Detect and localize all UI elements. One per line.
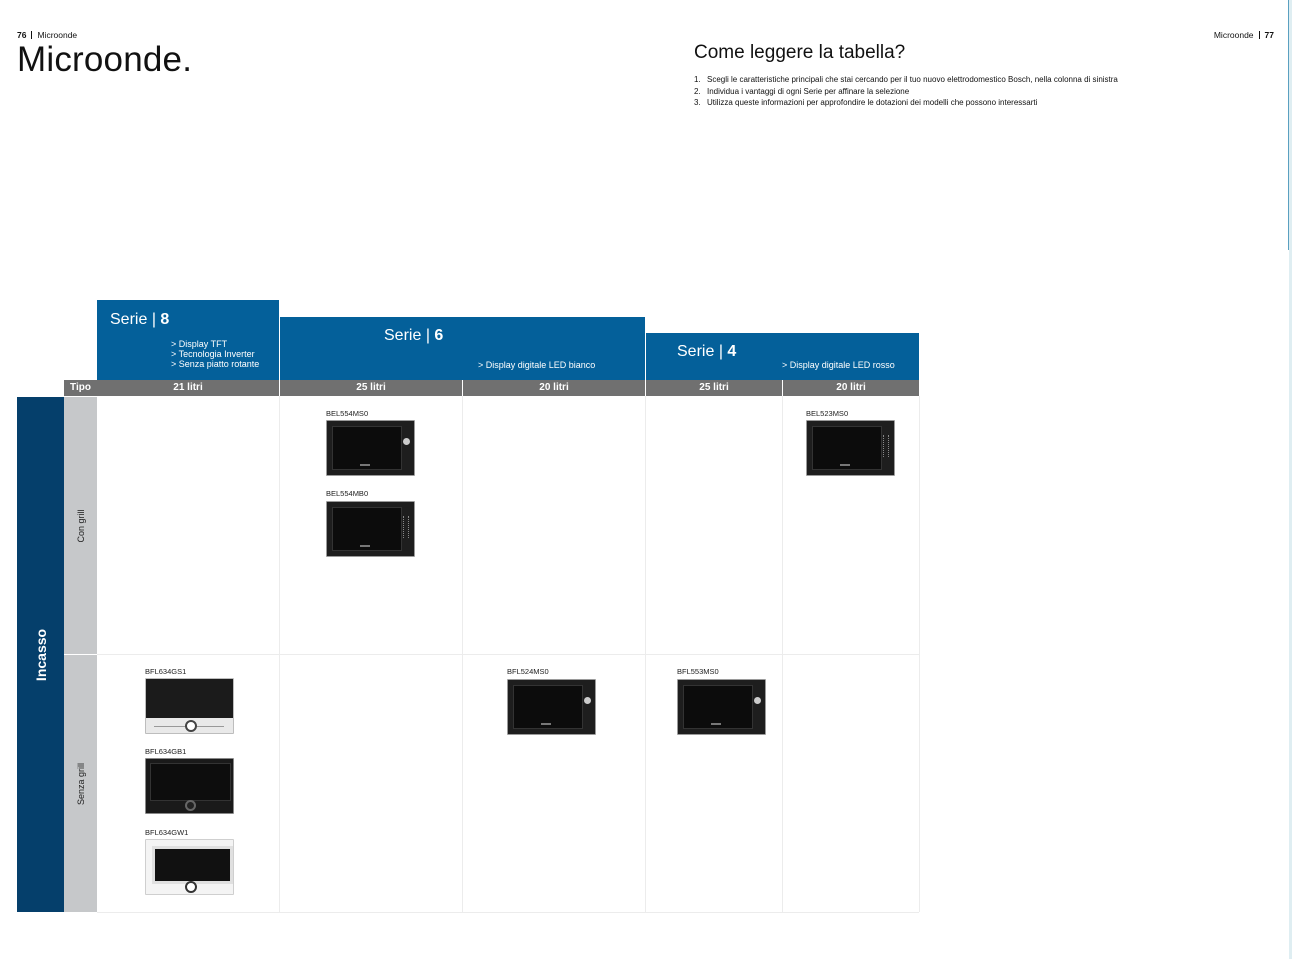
microwave-image <box>677 679 766 735</box>
serie-8-header <box>97 300 279 380</box>
row-label-con-grill: Con grill <box>64 397 97 654</box>
microwave-image <box>145 678 234 734</box>
model-code: BFL634GB1 <box>145 747 187 756</box>
capacity-header: 21 litri <box>97 380 279 396</box>
feature-item: > Display digitale LED rosso <box>782 360 895 370</box>
feature-item: > Display digitale LED bianco <box>478 360 596 370</box>
row-label-senza-grill: Senza grill <box>64 655 97 912</box>
right-page-header <box>1214 30 1274 40</box>
model-code: BFL634GW1 <box>145 828 189 837</box>
row-label-separator <box>64 654 97 655</box>
right-section-name: Microonde <box>1213 30 1254 40</box>
tipo-header: Tipo <box>64 380 97 396</box>
right-page-number: 77 <box>1264 30 1274 40</box>
feature-item: > Tecnologia Inverter <box>171 349 255 359</box>
model-code: BFL634GS1 <box>145 667 187 676</box>
serie-6-features <box>478 360 595 370</box>
capacity-header: 20 litri <box>463 380 645 396</box>
capacity-header: 20 litri <box>783 380 919 396</box>
page-title: Microonde. <box>17 40 193 79</box>
category-incasso: Incasso <box>17 397 64 912</box>
serie-6-header <box>280 317 645 380</box>
left-page-header <box>17 30 77 40</box>
microwave-image <box>145 758 234 814</box>
how-to-read-step: 3. Utilizza queste informazioni per approfondire le dotazioni dei modelli che possono interessarti <box>694 98 1038 107</box>
microwave-image <box>145 839 234 895</box>
how-to-read-step: 1. Scegli le caratteristiche principali che stai cercando per il tuo nuovo elettrodomestico Bosch, nella colonna di sinistra <box>694 75 1118 84</box>
model-code: BEL554MB0 <box>326 489 369 498</box>
how-to-read-steps <box>694 74 1118 109</box>
serie-6-title: Serie | 6 <box>384 327 444 344</box>
microwave-image <box>507 679 596 735</box>
model-code: BFL553MS0 <box>677 667 719 676</box>
header-separator <box>1259 31 1260 39</box>
microwave-image <box>806 420 895 476</box>
model-code: BEL523MS0 <box>806 409 849 418</box>
model-code: BEL554MS0 <box>326 409 369 418</box>
grid-divider <box>919 396 920 912</box>
how-to-read-title: Come leggere la tabella? <box>694 42 906 63</box>
grid-divider <box>97 912 919 913</box>
feature-item: > Display TFT <box>171 339 228 349</box>
microwave-image <box>326 501 415 557</box>
serie-4-header <box>646 333 919 380</box>
left-section-name: Microonde <box>37 30 78 40</box>
page-edge-accent <box>1288 0 1289 250</box>
grid-divider <box>97 654 919 655</box>
serie-8-features <box>171 339 259 369</box>
serie-4-title: Serie | 4 <box>677 343 737 360</box>
capacity-header: 25 litri <box>646 380 782 396</box>
header-separator <box>31 31 32 39</box>
feature-item: > Senza piatto rotante <box>171 359 260 369</box>
left-page-number: 76 <box>17 30 27 40</box>
model-code: BFL524MS0 <box>507 667 549 676</box>
serie-8-title: Serie | 8 <box>110 311 170 328</box>
capacity-header: 25 litri <box>280 380 462 396</box>
how-to-read-step: 2. Individua i vantaggi di ogni Serie per affinare la selezione <box>694 86 910 96</box>
serie-4-features <box>782 360 895 370</box>
microwave-image <box>326 420 415 476</box>
